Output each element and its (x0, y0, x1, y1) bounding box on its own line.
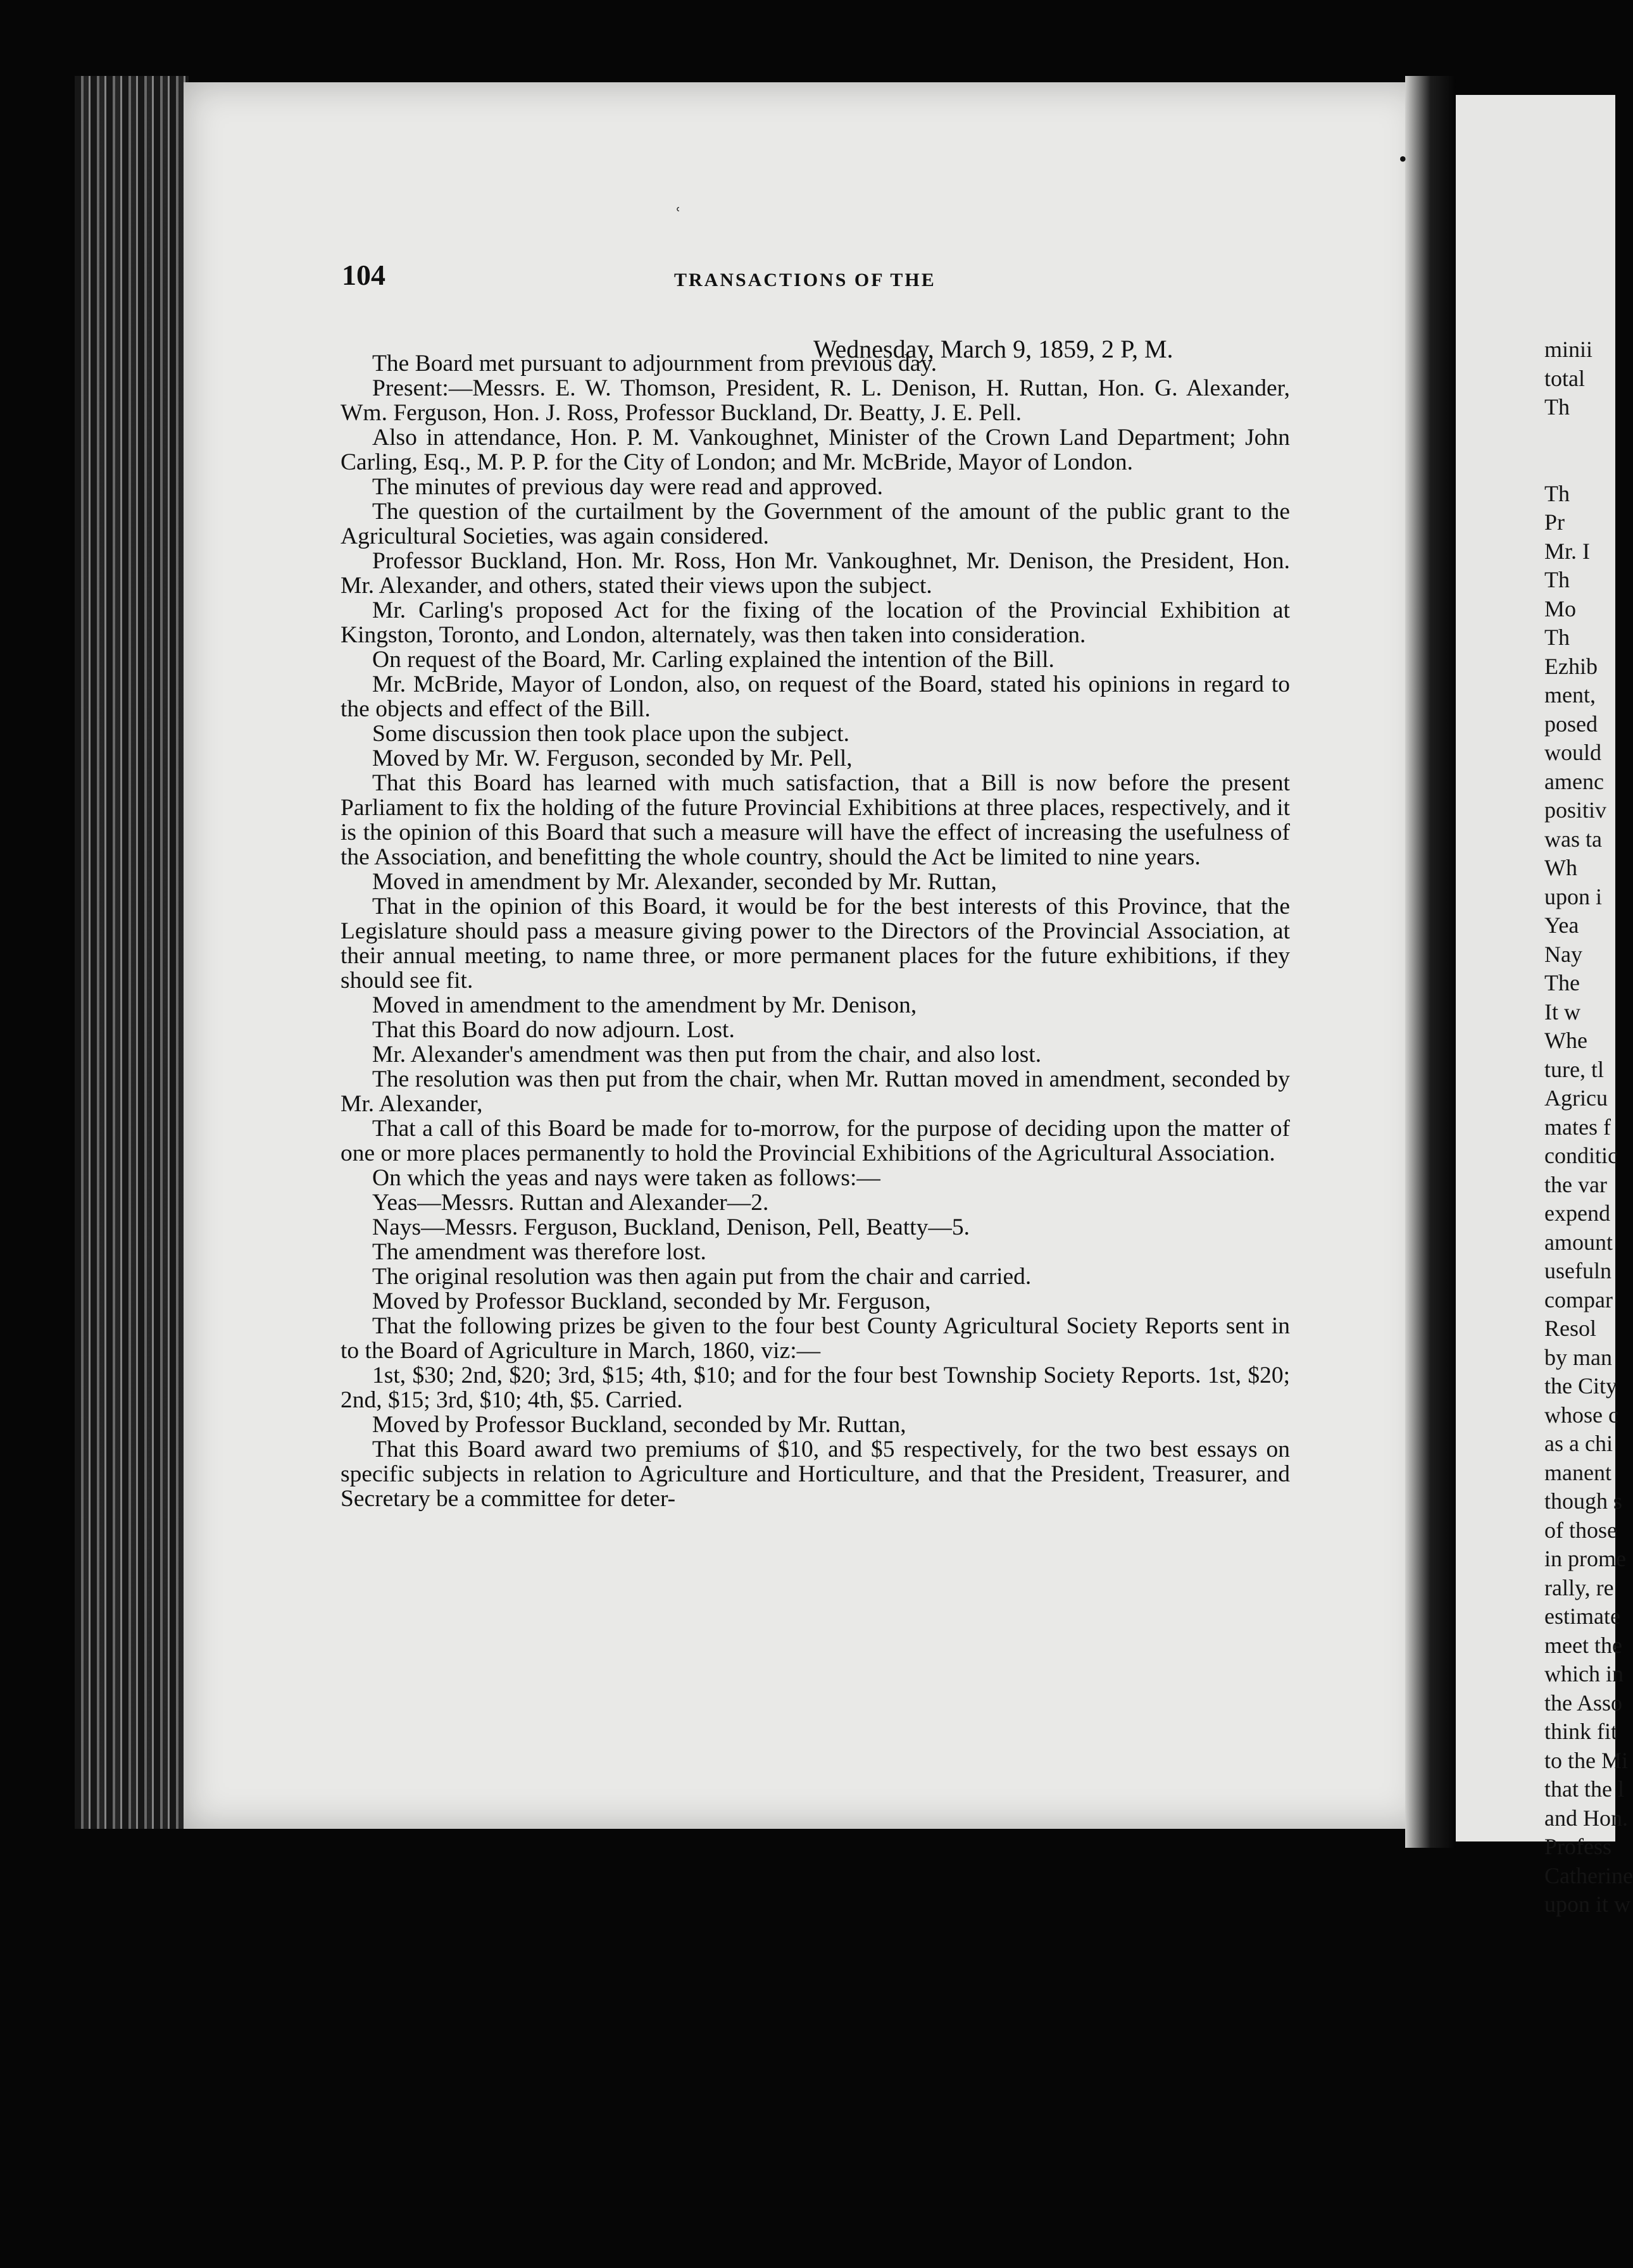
paragraph: Moved by Professor Buckland, seconded by Mr. Ruttan, (372, 1412, 906, 1438)
book-page-edges (75, 76, 189, 1829)
right-page-text (1544, 335, 1633, 1919)
right-page-line: compar (1544, 1287, 1613, 1312)
right-page-line: Th (1544, 625, 1570, 650)
right-page-line: The (1544, 970, 1580, 995)
paragraph: That this Board has learned with much satisfaction, that a Bill is now before the present Parliament to fix the holding of the future Provincial Exhibitions at three places, respectively, and it is the opinion of this Board that such a measure will have the effect of increasing the usefulness of the Association, and benefitting the whole country, should the Act be limited to nine years. (341, 770, 1290, 870)
paragraph: The Board met pursuant to adjournment from previous day. (372, 351, 937, 377)
running-head: TRANSACTIONS OF THE (674, 270, 936, 290)
paragraph: Mr. Alexander's amendment was then put from the chair, and also lost. (372, 1042, 1042, 1068)
paragraph: Nays—Messrs. Ferguson, Buckland, Denison, Pell, Beatty—5. (372, 1214, 970, 1240)
right-page-line: Whe (1544, 1028, 1587, 1053)
paragraph: That this Board award two premiums of $10, and $5 respectively, for the two best essays on specific subjects in relation to Agriculture and Horticulture, and that the President, Treasurer, and Secretary be a committee for deter- (341, 1436, 1290, 1512)
right-page-line: Ezhib (1544, 653, 1598, 679)
right-page-line: Pr (1544, 509, 1565, 535)
right-page-line (1544, 451, 1620, 480)
right-page-line: Th (1544, 480, 1570, 506)
paragraph: The resolution was then put from the chair, when Mr. Ruttan moved in amendment, seconded by Mr. Alexander, (341, 1066, 1290, 1117)
right-page-line: Nay (1544, 941, 1582, 967)
right-page-line: Yea (1544, 913, 1579, 938)
right-page-line: think fit (1544, 1719, 1617, 1744)
right-page-line: the var (1544, 1171, 1607, 1197)
paragraph: The minutes of previous day were read and approved. (372, 474, 884, 500)
right-page-line: estimate (1544, 1604, 1620, 1629)
paragraph: The original resolution was then again put from the chair and carried. (372, 1264, 1032, 1290)
page-header (342, 258, 1329, 296)
right-page-line: as a chi (1544, 1431, 1613, 1456)
right-page-line: manent (1544, 1459, 1611, 1485)
right-page-line: expend (1544, 1200, 1610, 1226)
paragraph: Yeas—Messrs. Ruttan and Alexander—2. (372, 1190, 769, 1216)
right-page-line (1544, 422, 1620, 451)
right-page-line: Wh (1544, 855, 1577, 880)
right-page-line: Catherine (1544, 1862, 1633, 1888)
page-number: 104 (342, 259, 385, 291)
paragraph: Professor Buckland, Hon. Mr. Ross, Hon Mr. Vankoughnet, Mr. Denison, the President, Hon. Mr. Alexander, and others, stated their views upon the subject. (341, 548, 1290, 599)
right-page-line: to the Mi (1544, 1747, 1628, 1773)
right-page-line: in prome (1544, 1546, 1626, 1571)
right-page-line: Th (1544, 394, 1570, 420)
paragraph: Present:—Messrs. E. W. Thomson, President, R. L. Denison, H. Ruttan, Hon. G. Alexander, Wm. Ferguson, Hon. J. Ross, Professor Buckland, Dr. Beatty, J. E. Pell. (341, 375, 1290, 426)
paragraph: That the following prizes be given to the four best County Agricultural Society Reports sent in to the Board of Agriculture in March, 1860, viz:— (341, 1313, 1290, 1364)
paragraph: Mr. McBride, Mayor of London, also, on request of the Board, stated his opinions in regard to the objects and effect of the Bill. (341, 671, 1290, 722)
paragraph: That this Board do now adjourn. Lost. (372, 1017, 735, 1043)
right-page-line: upon i (1544, 883, 1603, 909)
right-page-line: the City (1544, 1373, 1617, 1399)
right-page-line: rally, re (1544, 1574, 1614, 1600)
right-page-line: ture, tl (1544, 1056, 1604, 1082)
right-page-line: conditic (1544, 1143, 1618, 1168)
paragraph: The question of the curtailment by the Government of the amount of the public grant to the Agricultural Societies, was again considered. (341, 499, 1290, 549)
paragraph: Moved in amendment to the amendment by Mr. Denison, (372, 992, 917, 1018)
right-page-line: positiv (1544, 797, 1607, 823)
right-page-line: of those (1544, 1517, 1617, 1543)
right-page-line: was ta (1544, 826, 1602, 852)
paragraph: Moved by Mr. W. Ferguson, seconded by Mr. Pell, (372, 745, 853, 771)
right-page-line: meet the (1544, 1632, 1622, 1658)
right-page-line: Mo (1544, 595, 1577, 621)
paragraph: On request of the Board, Mr. Carling explained the intention of the Bill. (372, 647, 1054, 673)
right-page-line: Profess (1544, 1834, 1611, 1859)
right-page-line: Agricu (1544, 1085, 1608, 1111)
paragraph: Also in attendance, Hon. P. M. Vankoughnet, Minister of the Crown Land Department; John Carling, Esq., M. P. P. for the City of London; and Mr. McBride, Mayor of London. (341, 425, 1290, 475)
right-page-line: that the l (1544, 1776, 1624, 1802)
right-page-line: It w (1544, 999, 1580, 1025)
date-line: Wednesday, March 9, 1859, 2 P, M. (813, 335, 1173, 363)
right-page-line: and Hon. (1544, 1805, 1628, 1831)
book-gutter (1405, 76, 1456, 1848)
right-page-line: Resol (1544, 1316, 1597, 1341)
right-page-line: usefuln (1544, 1258, 1611, 1283)
paragraph: Some discussion then took place upon the subject. (372, 721, 850, 747)
paragraph: Moved by Professor Buckland, seconded by Mr. Ferguson, (372, 1288, 931, 1314)
right-page-line: which in (1544, 1661, 1624, 1686)
paragraph: The amendment was therefore lost. (372, 1239, 706, 1265)
right-page-line: mates f (1544, 1114, 1611, 1140)
right-page-line: ment, (1544, 682, 1596, 707)
right-page-line: though s (1544, 1488, 1623, 1514)
right-page-line: upon it w (1544, 1891, 1631, 1917)
right-page-line: Th (1544, 567, 1570, 592)
right-page-line: by man (1544, 1344, 1612, 1370)
right-page-line: total (1544, 365, 1585, 391)
paragraph: Mr. Carling's proposed Act for the fixing of the location of the Provincial Exhibition at Kingston, Toronto, and London, alternately, was then taken into consideration. (341, 597, 1290, 648)
paragraph: 1st, $30; 2nd, $20; 3rd, $15; 4th, $10; and for the four best Township Society Reports. 1st, $20; 2nd, $15; 3rd, $10; 4th, $5. Carried. (341, 1362, 1290, 1413)
right-page-line: the Asso (1544, 1690, 1623, 1716)
paragraph: That in the opinion of this Board, it would be for the best interests of this Province, that the Legislature should pass a measure giving power to the Directors of the Provincial Association, at their annual meeting, to name three, or more permanent places for the future exhibitions, if they should see fit. (341, 894, 1290, 994)
right-page-line: amount (1544, 1229, 1613, 1255)
right-page-line: minii (1544, 337, 1593, 362)
right-page-line: amenc (1544, 768, 1604, 794)
right-page-line: whose c (1544, 1402, 1618, 1428)
paragraph: That a call of this Board be made for to-morrow, for the purpose of deciding upon the matter of one or more places permanently to hold the Provincial Exhibitions of the Agricultural Association. (341, 1116, 1290, 1166)
right-page-line: would (1544, 740, 1601, 765)
ink-dot: • (1399, 146, 1407, 171)
ink-mark: ʿ (674, 203, 682, 228)
paragraph: Moved in amendment by Mr. Alexander, seconded by Mr. Ruttan, (372, 869, 997, 895)
right-page-line: Mr. I (1544, 538, 1590, 564)
paragraph: On which the yeas and nays were taken as follows:— (372, 1165, 880, 1191)
right-page-line: posed (1544, 711, 1598, 737)
body-text (341, 351, 1290, 1511)
